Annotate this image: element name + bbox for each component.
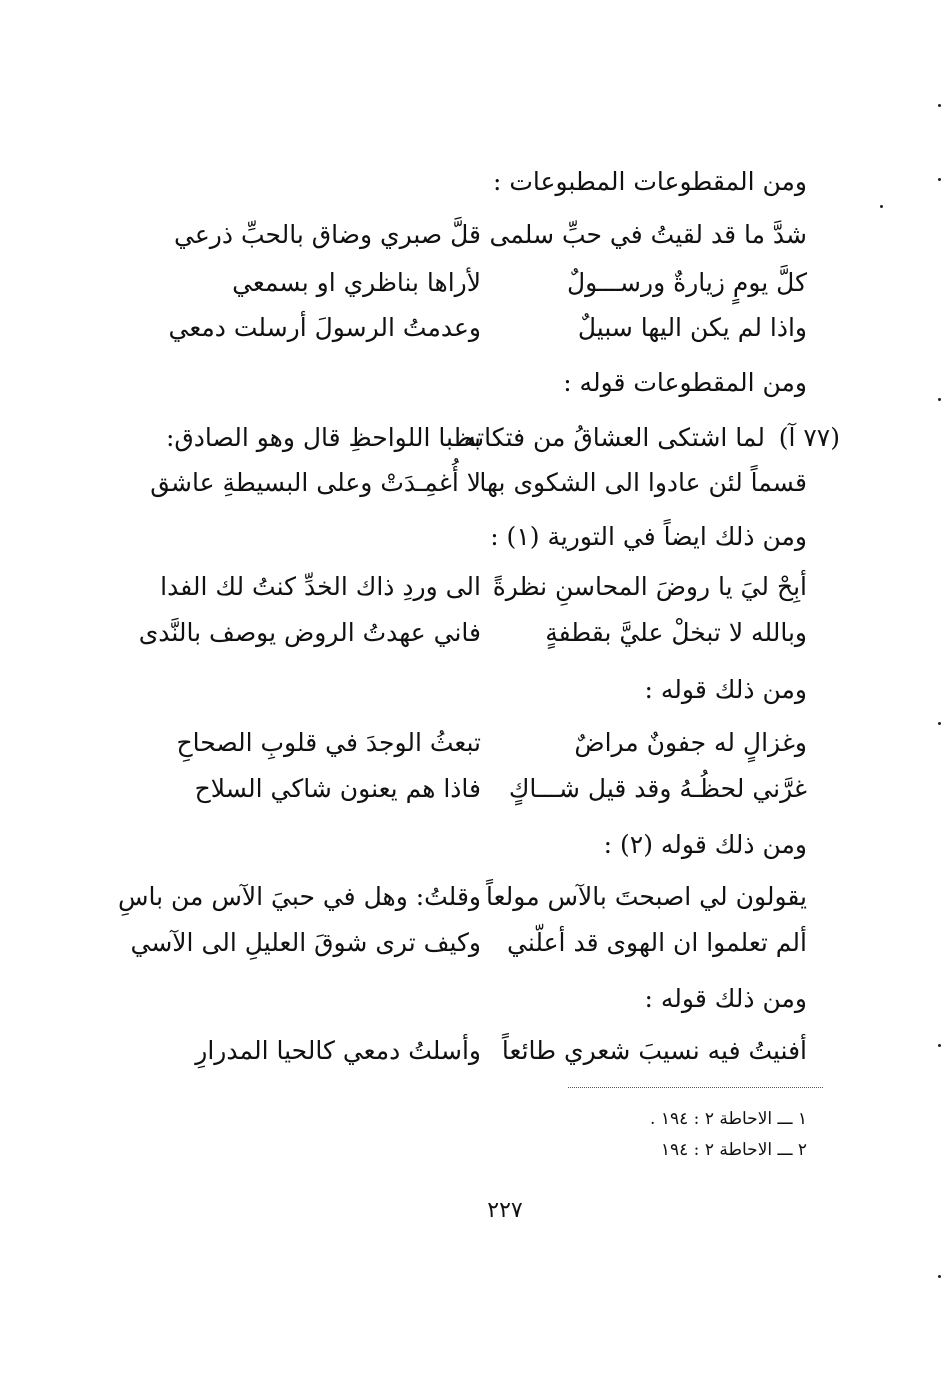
section-heading: ومن ذلك قوله :	[644, 675, 807, 704]
verse-second-hemistich: لا أُغمِـدَتْ وعلى البسيطةِ عاشق	[150, 468, 481, 497]
section-heading: ومن ذلك قوله :	[644, 984, 807, 1013]
verse-first-hemistich: لما اشتكى العشاقُ من فتكاته	[463, 423, 765, 452]
verse-first-hemistich: وبالله لا تبخلْ عليَّ بقطفةٍ	[545, 618, 807, 647]
section-heading: ومن ذلك قوله (٢) :	[603, 830, 807, 859]
verse-second-hemistich: فاني عهدتُ الروض يوصف بالنَّدى	[138, 618, 481, 647]
verse-second-hemistich: الى وردِ ذاك الخدِّ كنتُ لك الفدا	[160, 572, 481, 601]
verse-second-hemistich: بظبا اللواحظِ قال وهو الصادق:	[165, 423, 481, 452]
manuscript-folio-marker: (٧٧ آ)	[778, 423, 840, 452]
footnote-divider	[568, 1087, 823, 1088]
verse-first-hemistich: شدَّ ما قد لقيتُ في حبِّ سلمى	[489, 220, 807, 249]
scan-speck	[938, 178, 941, 181]
scan-speck	[938, 398, 941, 401]
verse-second-hemistich: وعدمتُ الرسولَ أرسلت دمعي	[168, 313, 481, 342]
scan-speck	[938, 1275, 941, 1278]
verse-second-hemistich: وقلتُ: وهل في حبيَ الآس من باسِ	[117, 882, 481, 911]
verse-first-hemistich: كلَّ يومٍ زيارةٌ ورســـولٌ	[567, 268, 807, 297]
verse-second-hemistich: فاذا هم يعنون شاكي السلاح	[194, 774, 481, 803]
verse-first-hemistich: أبِحْ ليَ يا روضَ المحاسنِ نظرةً	[492, 572, 807, 601]
verse-second-hemistich: وكيف ترى شوقَ العليلِ الى الآسي	[130, 928, 481, 957]
verse-first-hemistich: وغزالٍ له جفونٌ مراضٌ	[574, 728, 807, 757]
section-heading: ومن المقطوعات المطبوعات :	[493, 167, 807, 196]
verse-first-hemistich: ألم تعلموا ان الهوى قد أعلّني	[506, 928, 807, 957]
verse-second-hemistich: لأراها بناظري او بسمعي	[232, 268, 481, 297]
verse-second-hemistich: قلَّ صبري وضاق بالحبِّ ذرعي	[174, 220, 481, 249]
verse-first-hemistich: يقولون لي اصبحتَ بالآس مولعاً	[485, 882, 807, 911]
verse-first-hemistich: غرَّني لحظُـهُ وقد قيل شـــاكٍ	[508, 774, 807, 803]
footnote: ١ ـــ الاحاطة ٢ : ١٩٤ .	[650, 1109, 807, 1129]
scan-speck	[938, 722, 941, 725]
verse-first-hemistich: أفنيتُ فيه نسيبَ شعري طائعاً	[501, 1036, 807, 1065]
verse-second-hemistich: تبعثُ الوجدَ في قلوبِ الصحاحِ	[176, 728, 481, 757]
footnote: ٢ ـــ الاحاطة ٢ : ١٩٤	[660, 1140, 807, 1160]
section-heading: ومن ذلك ايضاً في التورية (١) :	[490, 522, 807, 551]
scan-speck	[880, 205, 883, 208]
scan-speck	[938, 1044, 941, 1047]
page-number: ٢٢٧	[487, 1198, 523, 1223]
scan-speck	[938, 104, 941, 107]
verse-first-hemistich: واذا لم يكن اليها سبيلٌ	[577, 313, 807, 342]
verse-second-hemistich: وأسلتُ دمعي كالحيا المدرارِ	[195, 1036, 481, 1065]
verse-first-hemistich: قسماً لئن عادوا الى الشكوى بها	[479, 468, 807, 497]
section-heading: ومن المقطوعات قوله :	[563, 368, 807, 397]
